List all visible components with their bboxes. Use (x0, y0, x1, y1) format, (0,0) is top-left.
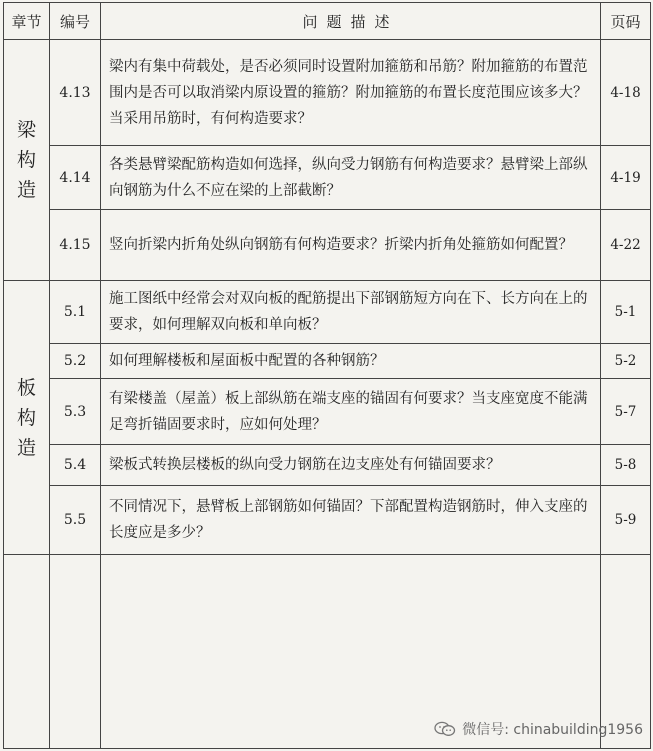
empty-cell (50, 555, 101, 749)
item-number: 5.1 (50, 281, 101, 344)
item-description: 各类悬臂梁配筋构造如何选择，纵向受力钢筋有何构造要求？悬臂梁上部纵向钢筋为什么不应在梁的上部截断？ (101, 146, 601, 210)
item-page: 4-22 (601, 210, 651, 281)
item-page: 5-8 (601, 445, 651, 486)
table-row (4, 146, 651, 210)
wechat-icon (434, 721, 456, 737)
section-label-slab: 板 构 造 (4, 281, 50, 555)
item-number: 4.13 (50, 40, 101, 146)
item-description: 施工图纸中经常会对双向板的配筋提出下部钢筋短方向在下、长方向在上的要求，如何理解双向板和单向板？ (101, 281, 601, 344)
header-row (4, 3, 651, 40)
watermark (434, 719, 643, 739)
watermark-text: 微信号: chinabuilding1956 (462, 722, 643, 738)
header-number: 编号 (50, 3, 101, 40)
table-row (4, 486, 651, 555)
table-row (4, 281, 651, 344)
item-page: 5-7 (601, 379, 651, 445)
item-number: 5.3 (50, 379, 101, 445)
item-page: 4-19 (601, 146, 651, 210)
item-number: 5.5 (50, 486, 101, 555)
item-description: 如何理解楼板和屋面板中配置的各种钢筋？ (101, 344, 601, 379)
content-table (3, 2, 651, 749)
item-page: 4-18 (601, 40, 651, 146)
header-page: 页码 (601, 3, 651, 40)
item-number: 4.15 (50, 210, 101, 281)
section-label-beam: 梁 构 造 (4, 40, 50, 281)
item-description: 有梁楼盖（屋盖）板上部纵筋在端支座的锚固有何要求？当支座宽度不能满足弯折锚固要求时，应如何处理？ (101, 379, 601, 445)
table-row (4, 210, 651, 281)
header-section: 章节 (4, 3, 50, 40)
empty-cell (4, 555, 50, 749)
item-description: 竖向折梁内折角处纵向钢筋有何构造要求？折梁内折角处箍筋如何配置？ (101, 210, 601, 281)
item-description: 梁内有集中荷载处，是否必须同时设置附加箍筋和吊筋？附加箍筋的布置范围内是否可以取消梁内原设置的箍筋？附加箍筋的布置长度范围应该多大？当采用吊筋时，有何构造要求？ (101, 40, 601, 146)
header-description: 问题描述 (101, 3, 601, 40)
item-page: 5-2 (601, 344, 651, 379)
table-row (4, 445, 651, 486)
table-row (4, 40, 651, 146)
item-number: 4.14 (50, 146, 101, 210)
item-number: 5.2 (50, 344, 101, 379)
table-row (4, 379, 651, 445)
item-page: 5-9 (601, 486, 651, 555)
item-number: 5.4 (50, 445, 101, 486)
item-page: 5-1 (601, 281, 651, 344)
table-row (4, 344, 651, 379)
item-description: 不同情况下，悬臂板上部钢筋如何锚固？下部配置构造钢筋时，伸入支座的长度应是多少？ (101, 486, 601, 555)
item-description: 梁板式转换层楼板的纵向受力钢筋在边支座处有何锚固要求？ (101, 445, 601, 486)
